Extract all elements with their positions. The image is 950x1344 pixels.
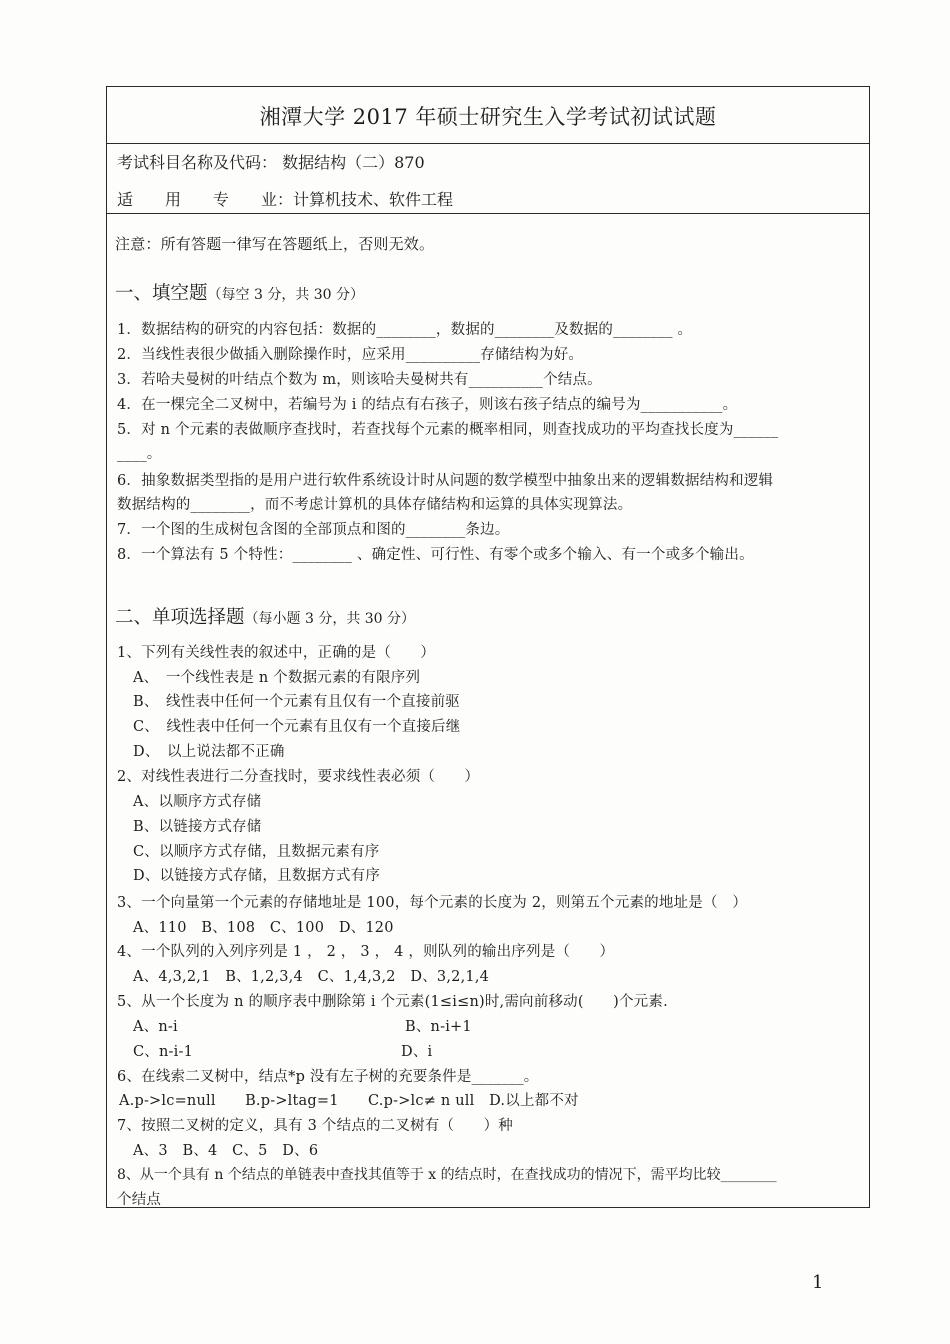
major-line: 适 用 专 业：计算机技术、软件工程 bbox=[117, 190, 454, 209]
choice-q6-options: A.p->lc=null B.p->ltag=1 C.p->lc≠ n ull D.以上都不对 bbox=[119, 1093, 579, 1109]
choice-q5-a: A、n-i bbox=[133, 1019, 178, 1035]
section2-heading bbox=[115, 603, 415, 629]
fill-q6-cont: 数据结构的________，而不考虑计算机的具体存储结构和运算的具体实现算法。 bbox=[117, 497, 633, 513]
choice-q5-d: D、i bbox=[401, 1044, 433, 1060]
choice-q2: 2、对线性表进行二分查找时，要求线性表必须（ ） bbox=[117, 769, 480, 785]
choice-q1-b: B、 线性表中任何一个元素有且仅有一个直接前驱 bbox=[133, 694, 461, 710]
subject-line: 考试科目名称及代码： 数据结构（二）870 bbox=[117, 153, 425, 172]
choice-q2-b: B、以链接方式存储 bbox=[133, 819, 262, 835]
choice-q2-d: D、以链接方式存储，且数据方式有序 bbox=[133, 868, 381, 884]
divider-2 bbox=[107, 213, 869, 214]
section1-title: 一、填空题 bbox=[115, 283, 208, 304]
choice-q1-c: C、 线性表中任何一个元素有且仅有一个直接后继 bbox=[133, 719, 461, 735]
page-number: 1 bbox=[812, 1272, 824, 1293]
fill-q4: 4．在一棵完全二叉树中，若编号为 i 的结点有右孩子，则该右孩子结点的编号为___________。 bbox=[117, 397, 738, 413]
choice-q1-d: D、 以上说法都不正确 bbox=[133, 744, 285, 760]
section2-title: 二、单项选择题 bbox=[115, 607, 245, 628]
choice-q7: 7、按照二叉树的定义，具有 3 个结点的二叉树有（ ）种 bbox=[117, 1118, 513, 1134]
choice-q8: 8、从一个具有 n 个结点的单链表中查找其值等于 x 的结点时，在查找成功的情况下，需平均比较________ bbox=[117, 1167, 777, 1183]
fill-q5: 5．对 n 个元素的表做顺序查找时，若查找每个元素的概率相同，则查找成功的平均查找长度为______ bbox=[117, 422, 779, 438]
notice: 注意：所有答题一律写在答题纸上，否则无效。 bbox=[115, 235, 435, 253]
choice-q7-options: A、3 B、4 C、5 D、6 bbox=[133, 1143, 319, 1159]
exam-frame bbox=[106, 86, 870, 1208]
choice-q4-options: A、4,3,2,1 B、1,2,3,4 C、1,4,3,2 D、3,2,1,4 bbox=[133, 969, 490, 985]
section1-note: （每空 3 分，共 30 分） bbox=[207, 287, 365, 303]
exam-title: 湘潭大学 2017 年硕士研究生入学考试初试试题 bbox=[259, 105, 717, 129]
choice-q5-c: C、n-i-1 bbox=[133, 1044, 193, 1060]
choice-q6: 6、在线索二叉树中，结点*p 没有左子树的充要条件是_______。 bbox=[117, 1069, 539, 1085]
section1-heading bbox=[115, 279, 364, 305]
choice-q2-c: C、以顺序方式存储，且数据元素有序 bbox=[133, 844, 380, 860]
fill-q2: 2．当线性表很少做插入删除操作时，应采用__________存储结构为好。 bbox=[117, 347, 584, 363]
choice-q5-b: B、n-i+1 bbox=[405, 1019, 472, 1035]
choice-q3: 3、一个向量第一个元素的存储地址是 100，每个元素的长度为 2，则第五个元素的地址是（ ） bbox=[117, 895, 748, 911]
fill-q1: 1．数据结构的研究的内容包括：数据的________，数据的________及数据的________ 。 bbox=[117, 322, 693, 338]
fill-q7: 7．一个图的生成树包含图的全部顶点和图的________条边。 bbox=[117, 522, 510, 538]
choice-q4: 4、一个队列的入列序列是 1 ， 2 ， 3 ， 4 ，则队列的输出序列是（ ） bbox=[117, 944, 615, 960]
choice-q1: 1、下列有关线性表的叙述中，正确的是（ ） bbox=[117, 645, 436, 661]
divider-1 bbox=[107, 143, 869, 144]
choice-q2-a: A、以顺序方式存储 bbox=[133, 794, 262, 810]
choice-q5: 5、从一个长度为 n 的顺序表中删除第 i 个元素(1≤i≤n)时,需向前移动( )个元素. bbox=[117, 994, 668, 1010]
choice-q3-options: A、110 B、108 C、100 D、120 bbox=[133, 920, 394, 936]
fill-q6: 6．抽象数据类型指的是用户进行软件系统设计时从问题的数学模型中抽象出来的逻辑数据结构和逻辑 bbox=[117, 473, 774, 489]
choice-q1-a: A、 一个线性表是 n 个数据元素的有限序列 bbox=[133, 670, 421, 686]
fill-q5-cont: ____。 bbox=[117, 446, 162, 462]
section2-note: （每小题 3 分，共 30 分） bbox=[244, 611, 416, 627]
fill-q3: 3．若哈夫曼树的叶结点个数为 m，则该哈夫曼树共有__________个结点。 bbox=[117, 372, 602, 388]
fill-q8: 8．一个算法有 5 个特性：________ 、确定性、可行性、有零个或多个输入、有一个或多个输出。 bbox=[117, 547, 754, 563]
choice-q8-cont: 个结点 bbox=[117, 1192, 162, 1208]
